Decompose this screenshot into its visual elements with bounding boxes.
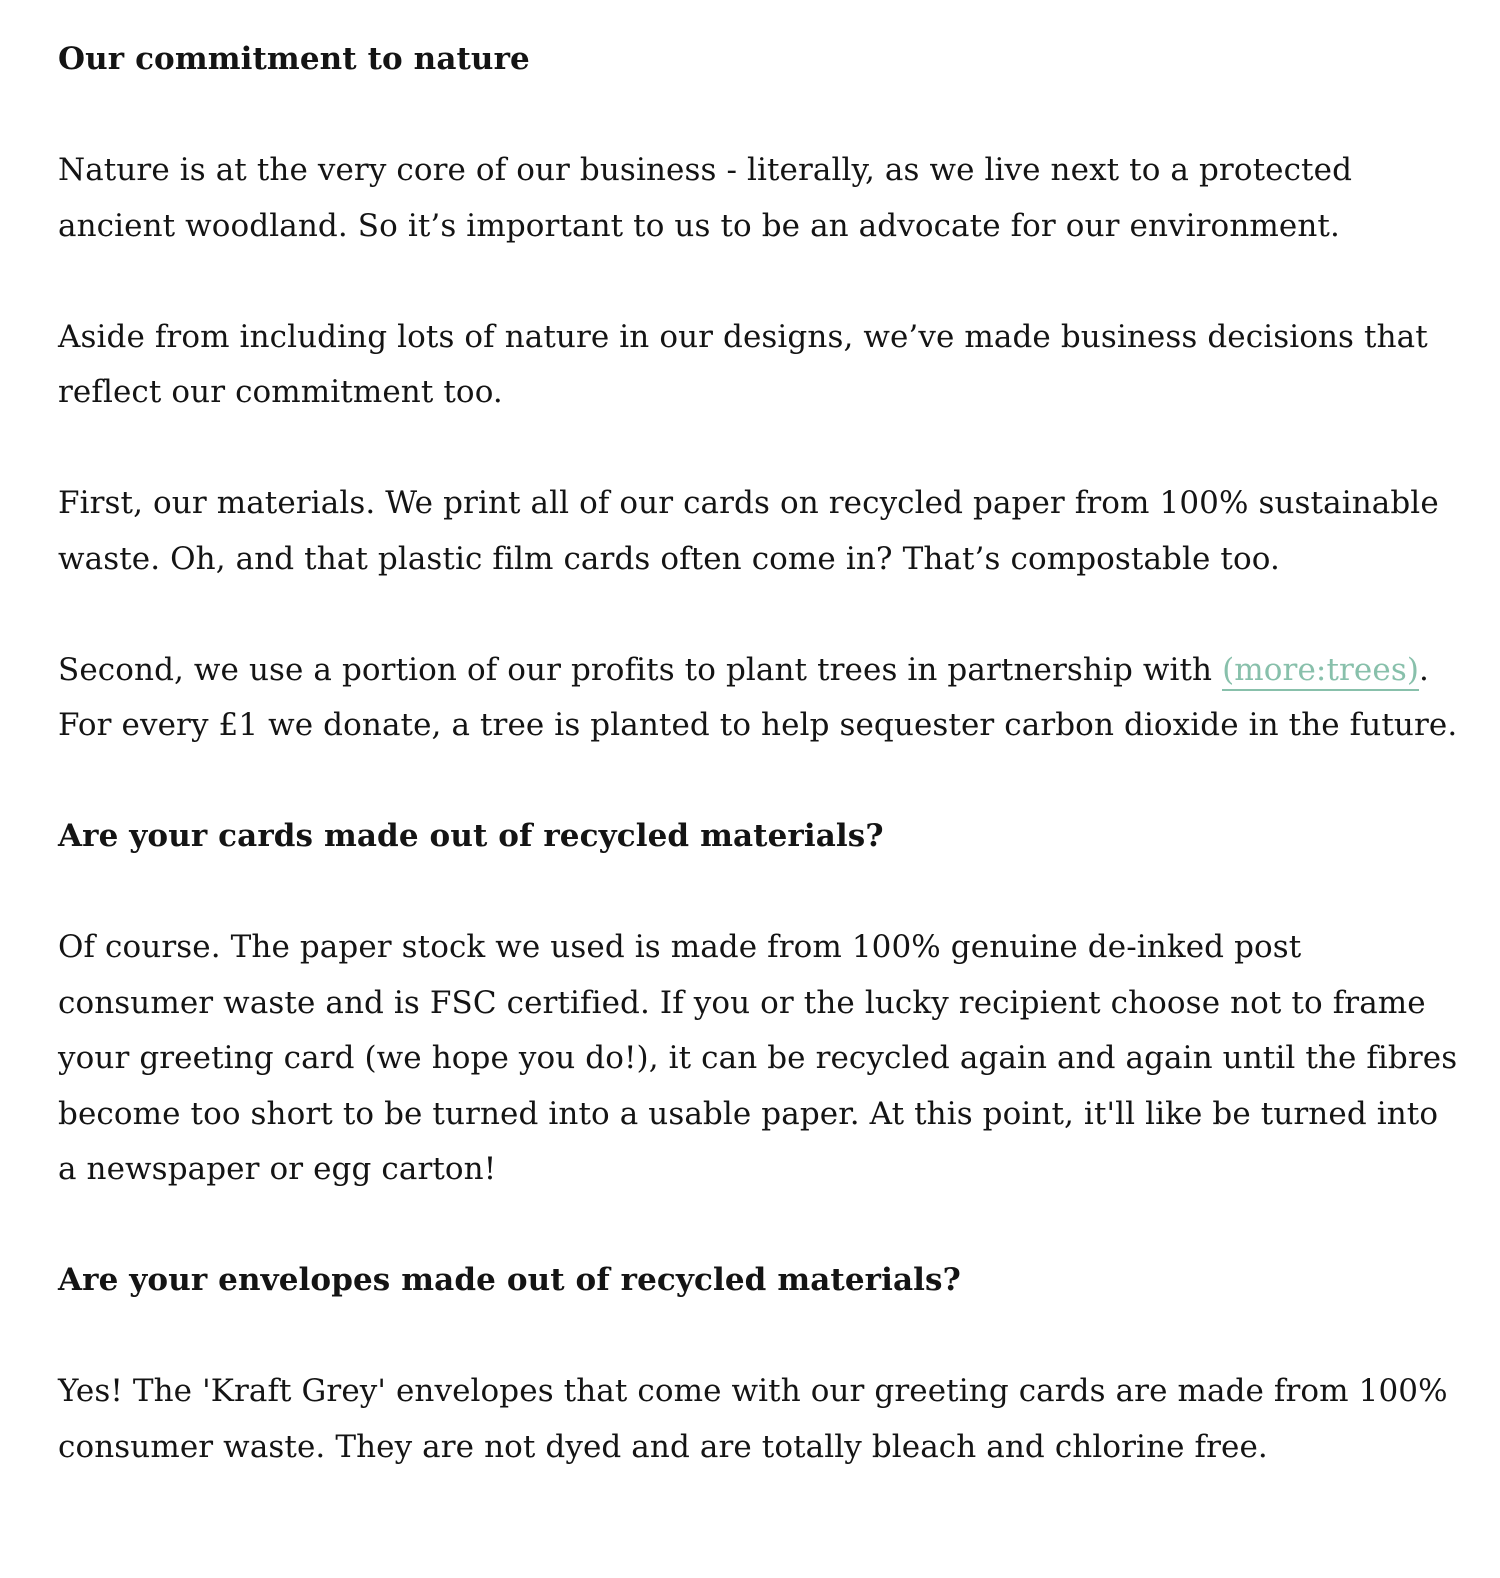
paragraph-materials: First, our materials. We print all of our cards on recycled paper from 100% sustainable waste. Oh, and that plastic film cards often come in? That’s compostable too. (58, 485, 1439, 577)
paragraph-nature-core: Nature is at the very core of our business - literally, as we live next to a protected ancient woodland. So it’s important to us to be an advocate for our environment. (58, 152, 1353, 244)
paragraph-paper-stock: Of course. The paper stock we used is made from 100% genuine de-inked post consumer waste and is FSC certified. If you or the lucky recipient choose not to frame your greeting card (we hope you do!), it can be recycled again and again until the fibres become too short to be turned into a usable paper. At this point, it'll like be turned into a newspaper or egg carton! (58, 929, 1458, 1187)
heading-recycled-cards: Are your cards made out of recycled materials? (58, 818, 884, 854)
heading-commitment-to-nature: Our commitment to nature (58, 41, 530, 77)
article-content (58, 32, 1458, 1475)
paragraph-tree-planting-text-start: Second, we use a portion of our profits to plant trees in partnership with (58, 651, 1223, 688)
paragraph-business-decisions: Aside from including lots of nature in our designs, we’ve made business decisions that reflect our commitment too. (58, 318, 1428, 410)
more-trees-link[interactable]: (more:trees) (1222, 652, 1419, 691)
paragraph-tree-planting-text-end: . For every £1 we donate, a tree is planted to help sequester carbon dioxide in the future. (58, 651, 1458, 743)
paragraph-tree-planting (58, 643, 1458, 754)
heading-recycled-envelopes: Are your envelopes made out of recycled materials? (58, 1262, 961, 1298)
paragraph-envelopes: Yes! The 'Kraft Grey' envelopes that come with our greeting cards are made from 100% consumer waste. They are not dyed and are totally bleach and chlorine free. (58, 1373, 1448, 1465)
